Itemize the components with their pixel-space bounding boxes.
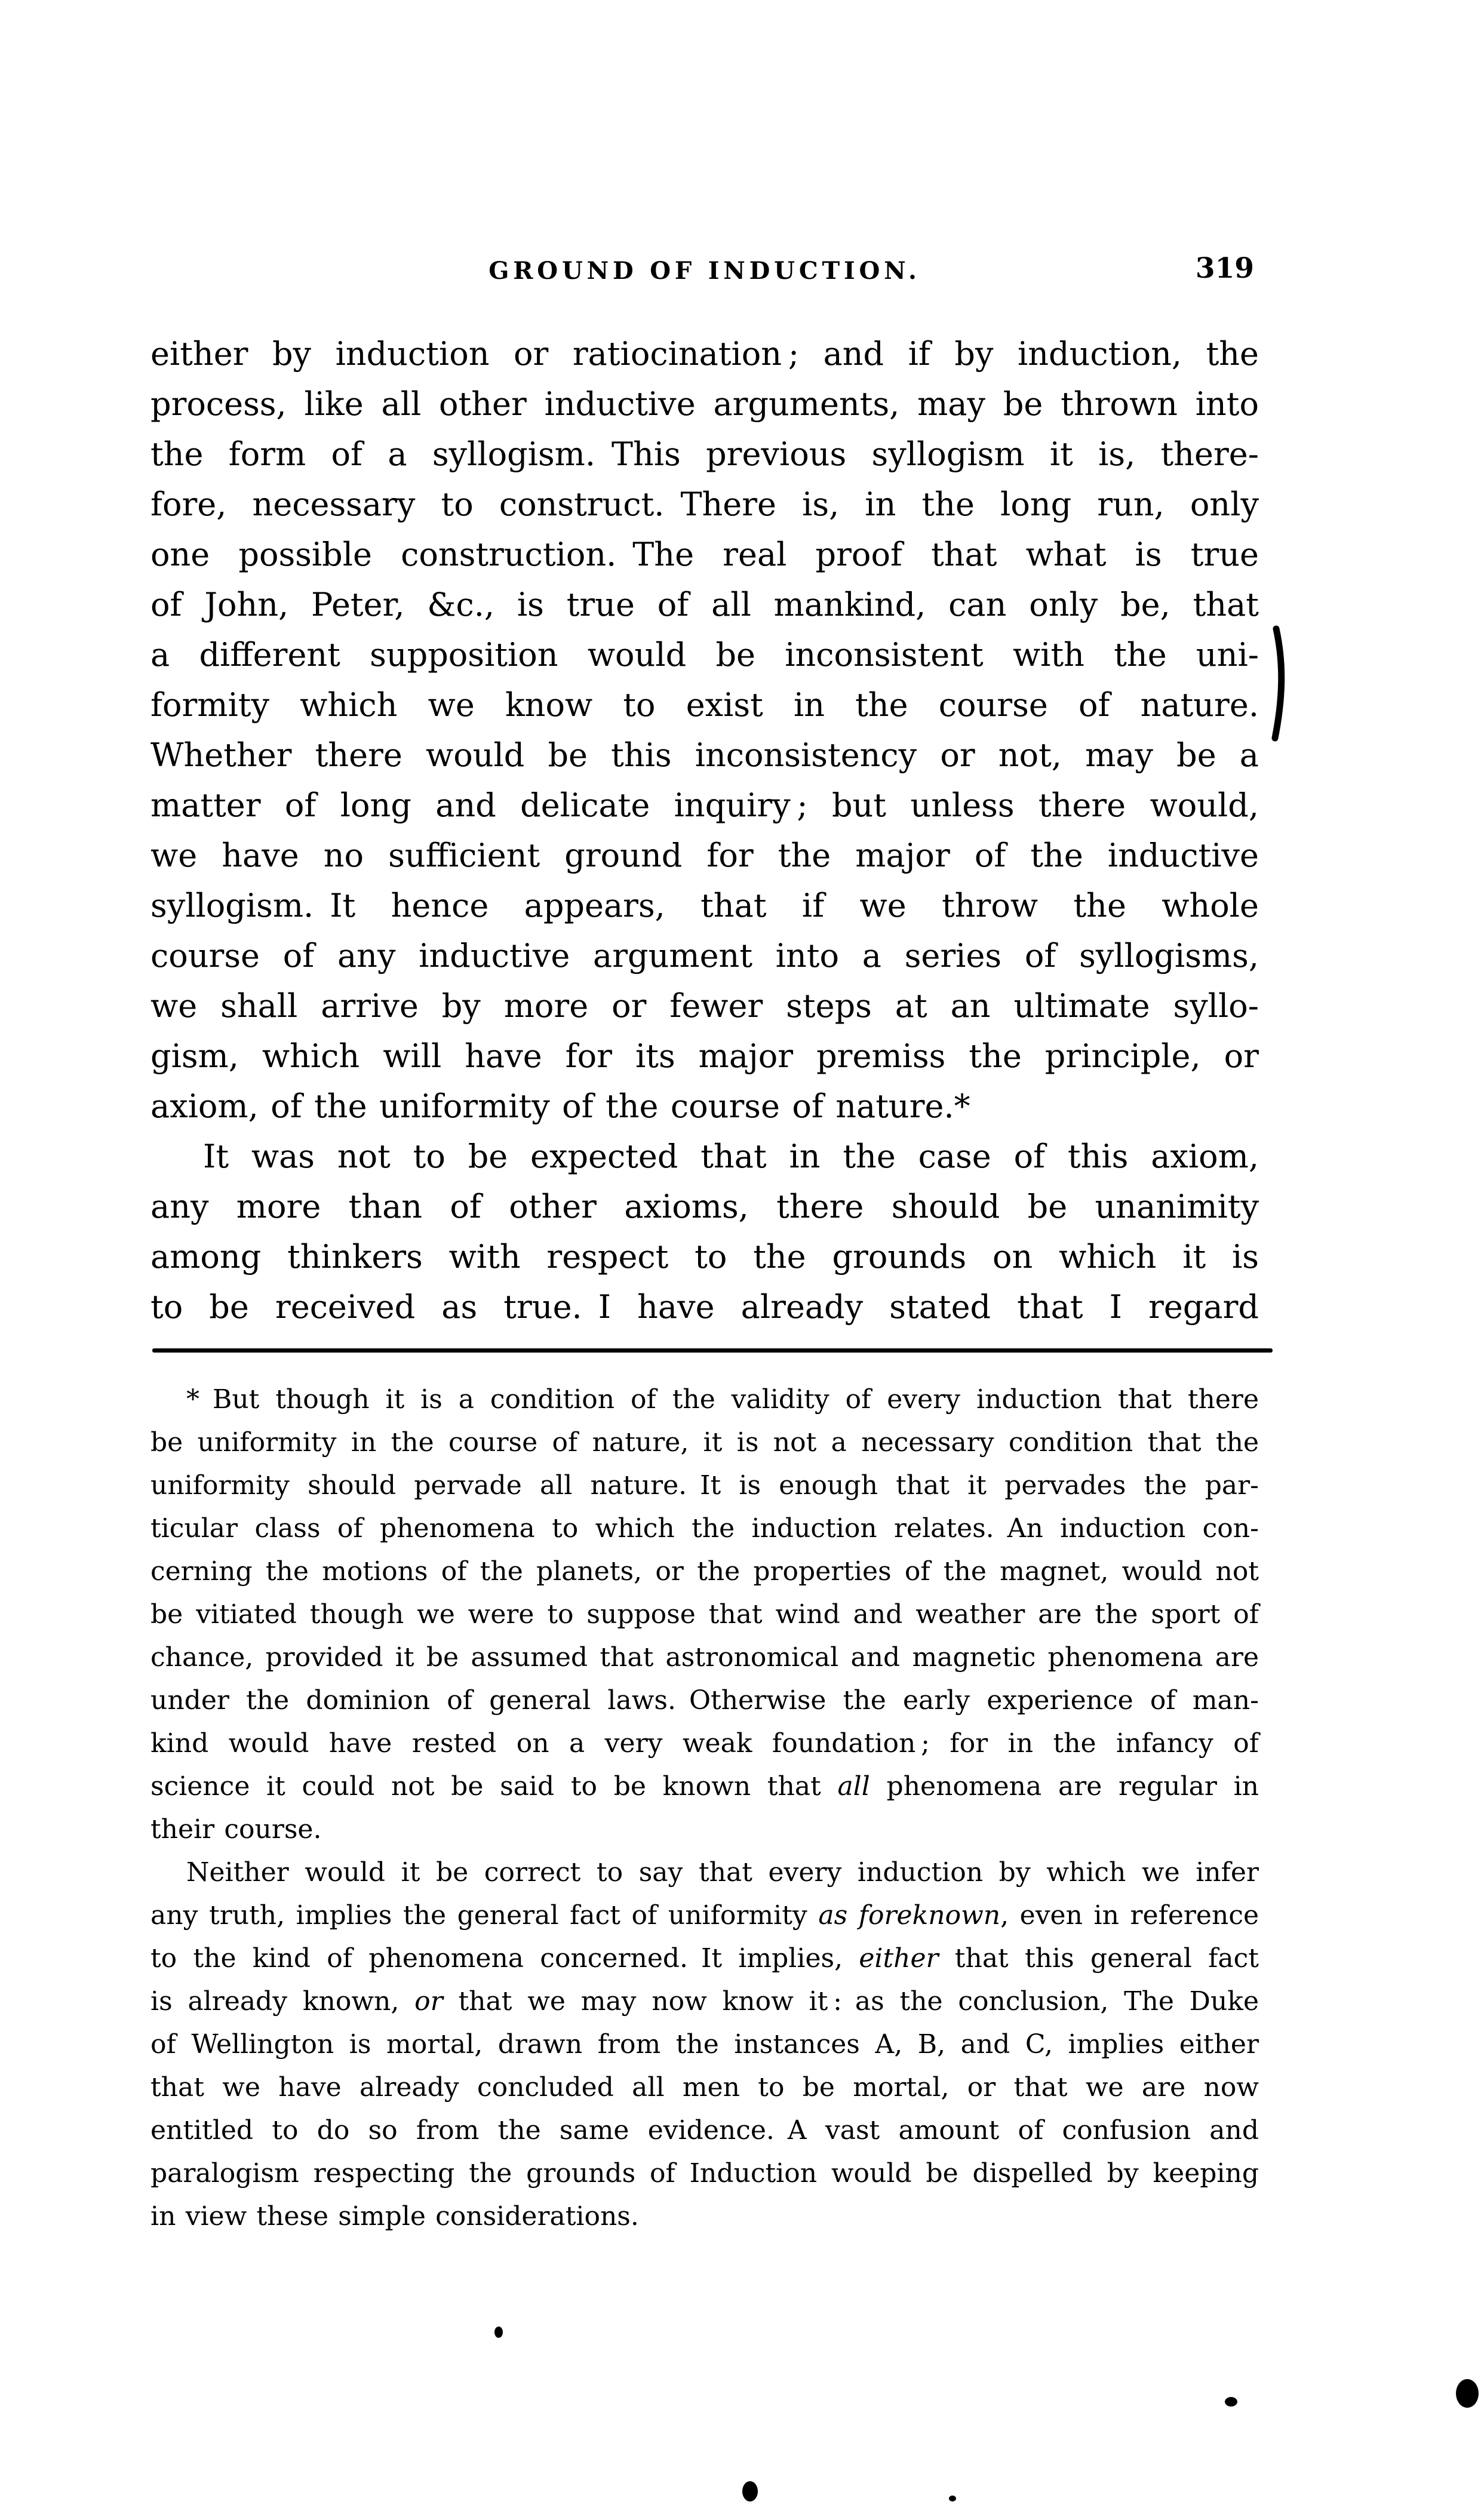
footnote-text-line: in view these simple considerations.	[150, 2201, 639, 2232]
footnote-text-line: chance, provided it be assumed that astronomical and magnetic phenomena are	[150, 1642, 1259, 1673]
body-text-line: course of any inductive argument into a series of syllogisms,	[150, 937, 1259, 975]
footnote-separator	[152, 1348, 1273, 1353]
body-text-line: gism, which will have for its major premiss the principle, or	[150, 1037, 1259, 1075]
body-text-line: to be received as true. I have already stated that I regard	[150, 1288, 1259, 1326]
running-title: GROUND OF INDUCTION.	[488, 257, 921, 285]
footnote-text-line: under the dominion of general laws. Otherwise the early experience of man-	[150, 1685, 1259, 1716]
ink-speck	[1225, 2397, 1237, 2407]
body-text-line: a different supposition would be inconsistent with the uni-	[150, 636, 1259, 674]
footnote-text-line: any truth, implies the general fact of uniformity as foreknown, even in reference	[150, 1900, 1259, 1931]
footnote-text-line: be uniformity in the course of nature, it is not a necessary condition that the	[150, 1427, 1259, 1458]
footnote-text-line: ticular class of phenomena to which the induction relates. An induction con-	[150, 1513, 1259, 1544]
body-text-line: fore, necessary to construct. There is, in the long run, only	[150, 485, 1259, 523]
footnote-text-line: science it could not be said to be known that all phenomena are regular in	[150, 1771, 1259, 1802]
body-text-line: we shall arrive by more or fewer steps at an ultimate syllo-	[150, 987, 1259, 1025]
body-text-line: Whether there would be this inconsistency or not, may be a	[150, 736, 1259, 774]
body-text-line: process, like all other inductive arguments, may be thrown into	[150, 385, 1259, 423]
footnote-text-line: cerning the motions of the planets, or the properties of the magnet, would not	[150, 1556, 1259, 1587]
ink-speck	[742, 2481, 758, 2501]
footnote-text-line: Neither would it be correct to say that every induction by which we infer	[186, 1857, 1259, 1888]
ink-speck	[949, 2496, 956, 2501]
body-text-line: It was not to be expected that in the case of this axiom,	[203, 1138, 1259, 1175]
body-text-line: syllogism. It hence appears, that if we throw the whole	[150, 887, 1259, 924]
footnote-text-line: paralogism respecting the grounds of Induction would be dispelled by keeping	[150, 2158, 1259, 2189]
body-text-line: formity which we know to exist in the course of nature.	[150, 686, 1259, 724]
footnote-text-line: to the kind of phenomena concerned. It implies, either that this general fact	[150, 1943, 1259, 1974]
body-text-line: one possible construction. The real proof that what is true	[150, 536, 1259, 573]
footnote-text-line: of Wellington is mortal, drawn from the instances A, B, and C, implies either	[150, 2029, 1259, 2060]
footnote-text-line: uniformity should pervade all nature. It is enough that it pervades the par-	[150, 1470, 1259, 1501]
body-text-line: of John, Peter, &c., is true of all mankind, can only be, that	[150, 586, 1259, 623]
body-text-line: the form of a syllogism. This previous syllogism it is, there-	[150, 435, 1259, 473]
footnote-text-line: is already known, or that we may now know it : as the conclusion, The Duke	[150, 1986, 1259, 2017]
footnote-text-line: * But though it is a condition of the validity of every induction that there	[186, 1384, 1259, 1415]
body-text-line: among thinkers with respect to the grounds on which it is	[150, 1238, 1259, 1276]
page-number: 319	[1195, 252, 1254, 285]
footnote-text-line: be vitiated though we were to suppose that wind and weather are the sport of	[150, 1599, 1259, 1630]
ink-speck	[494, 2327, 503, 2338]
body-text-line: either by induction or ratiocination ; and if by induction, the	[150, 335, 1259, 373]
footnote	[150, 1378, 1259, 2238]
footnote-text-line: kind would have rested on a very weak foundation ; for in the infancy of	[150, 1728, 1259, 1759]
ink-speck	[1456, 2379, 1479, 2408]
body-text	[150, 329, 1259, 1332]
footnote-text-line: that we have already concluded all men to be mortal, or that we are now	[150, 2072, 1259, 2103]
footnote-text-line: their course.	[150, 1814, 322, 1845]
body-text-line: axiom, of the uniformity of the course of nature.*	[150, 1087, 970, 1125]
body-text-line: matter of long and delicate inquiry ; but unless there would,	[150, 786, 1259, 824]
body-text-line: any more than of other axioms, there should be unanimity	[150, 1188, 1259, 1225]
footnote-text-line: entitled to do so from the same evidence. A vast amount of confusion and	[150, 2115, 1259, 2146]
body-text-line: we have no sufficient ground for the major of the inductive	[150, 837, 1259, 874]
